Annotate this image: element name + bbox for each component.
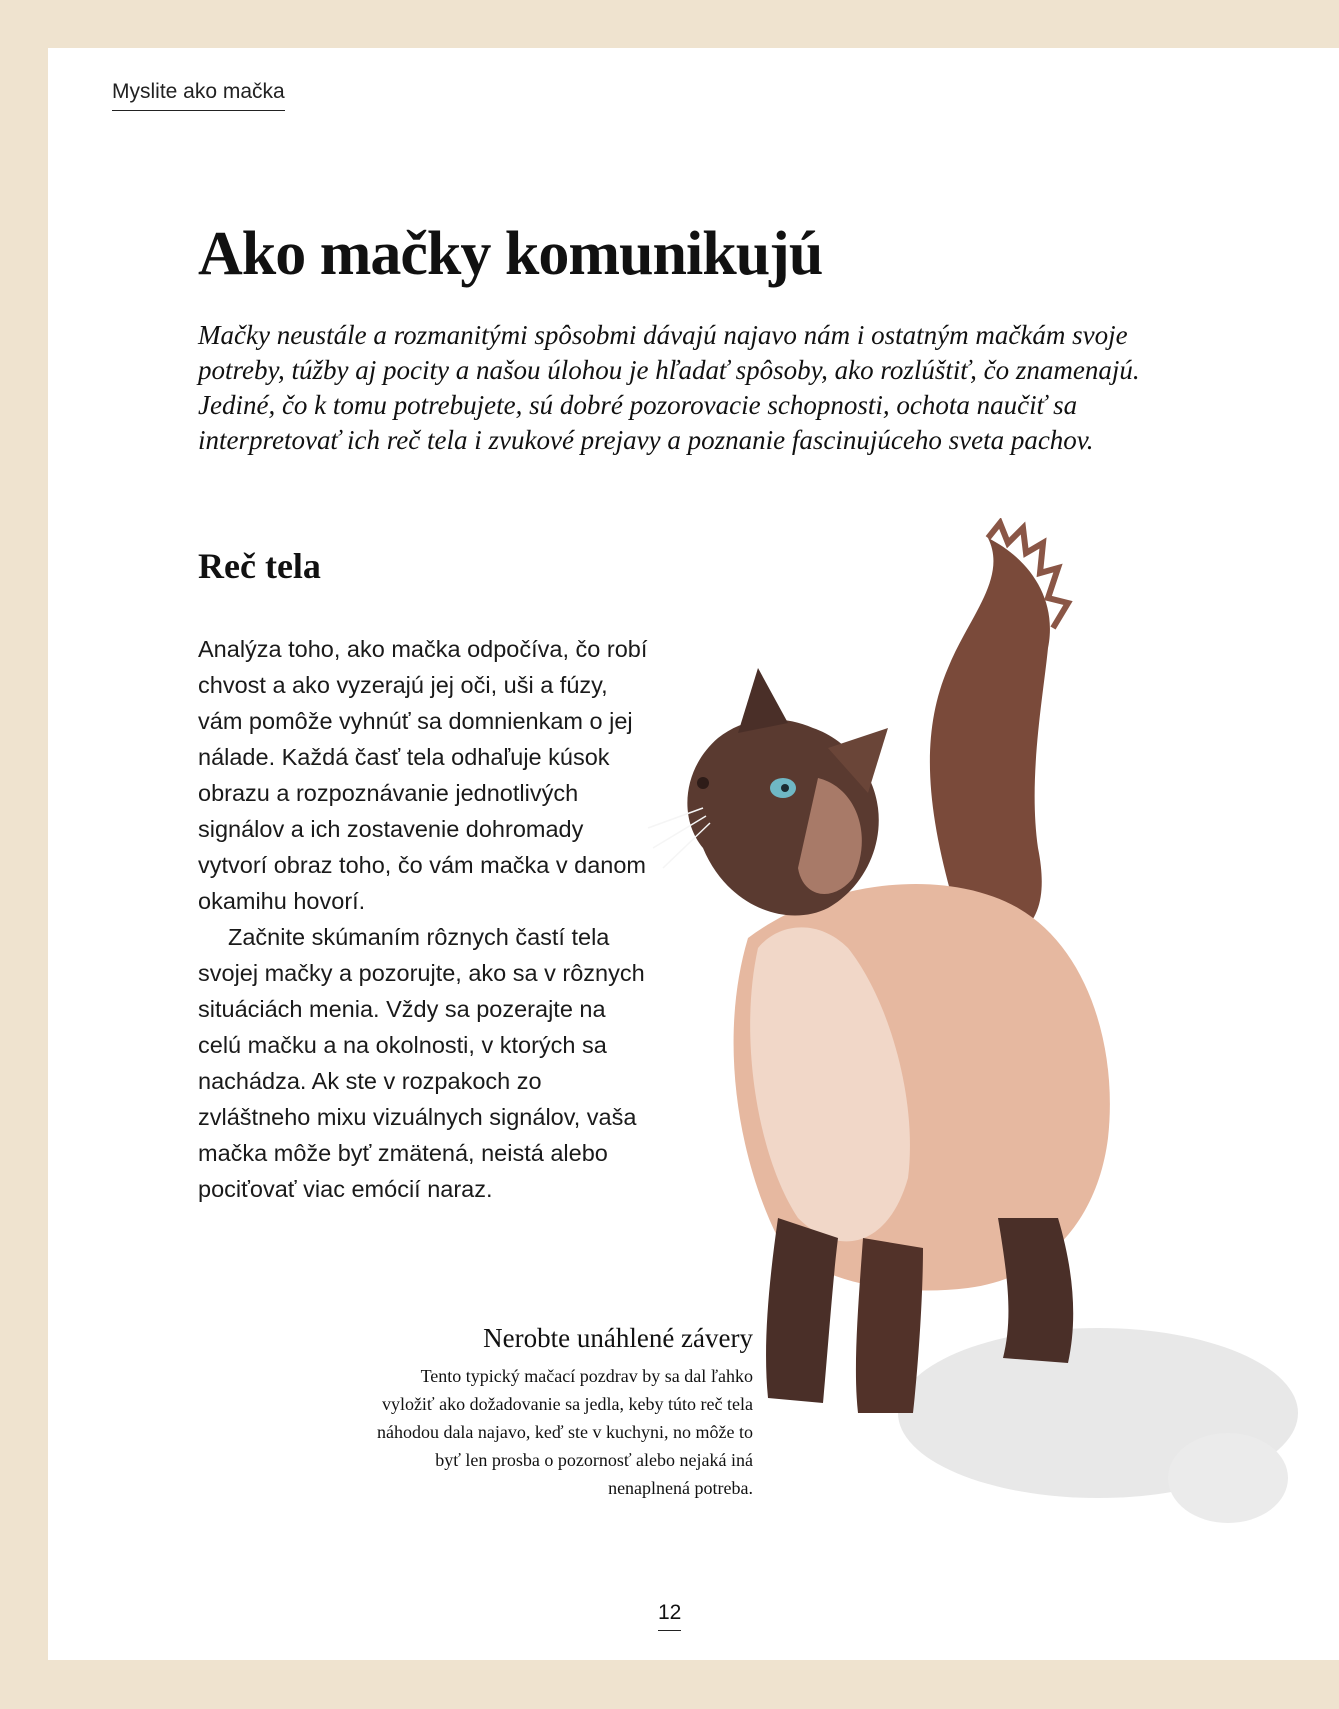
- running-head: Myslite ako mačka: [112, 80, 285, 111]
- book-page: [48, 48, 1339, 1660]
- page-title: Ako mačky komunikujú: [198, 220, 823, 288]
- body-text: [198, 631, 648, 1207]
- cat-front-leg-right: [856, 1238, 923, 1413]
- cat-front-leg-left: [766, 1218, 838, 1403]
- page-number: 12: [658, 1601, 681, 1631]
- cat-shadow-tail: [1168, 1433, 1288, 1523]
- intro-paragraph: Mačky neustále a rozmanitými spôsobmi dávajú najavo nám i ostatným mačkám svoje potreby, túžby aj pocity a našou úlohou je hľadať spôsoby, ako rozlúštiť, čo znamenajú. Jediné, čo k tomu potrebujete, sú dobré pozorovacie schopnosti, ochota naučiť sa interpretovať ich reč tela i zvukové prejavy a poznanie fascinujúceho sveta pachov.: [198, 320, 1140, 455]
- body-paragraph-2: Začnite skúmaním rôznych častí tela svojej mačky a pozorujte, ako sa v rôznych situáciách menia. Vždy sa pozerajte na celú mačku a na okolnosti, v ktorých sa nachádza. Ak ste v rozpakoch zo zvláštneho mixu vizuálnych signálov, vaša mačka môže byť zmätená, neistá alebo pociťovať viac emócií naraz.: [198, 924, 645, 1202]
- cat-back-leg: [998, 1218, 1073, 1363]
- caption-title: Nerobte unáhlené závery: [483, 1323, 753, 1353]
- image-caption: [373, 1324, 753, 1502]
- cat-tail: [930, 538, 1050, 938]
- cat-ear-left: [738, 668, 788, 733]
- section-heading: Reč tela: [198, 546, 321, 586]
- cat-nose: [697, 777, 709, 789]
- caption-text: Tento typický mačací pozdrav by sa dal ľahko vyložiť ako dožadovanie sa jedla, keby túto reč tela náhodou dala najavo, keď ste v kuchyni, no môže to byť len prosba o pozornosť alebo nejaká iná nenaplnená potreba.: [376, 1365, 753, 1498]
- cat-pupil: [781, 784, 789, 792]
- body-paragraph-1: Analýza toho, ako mačka odpočíva, čo robí chvost a ako vyzerajú jej oči, uši a fúzy, vám pomôže vyhnúť sa domnienkam o jej nálade. Každá časť tela odhaľuje kúsok obrazu a rozpoznávanie jednotlivých signálov a ich zostavenie dohromady vytvorí obraz toho, čo vám mačka v danom okamihu hovorí.: [198, 636, 648, 914]
